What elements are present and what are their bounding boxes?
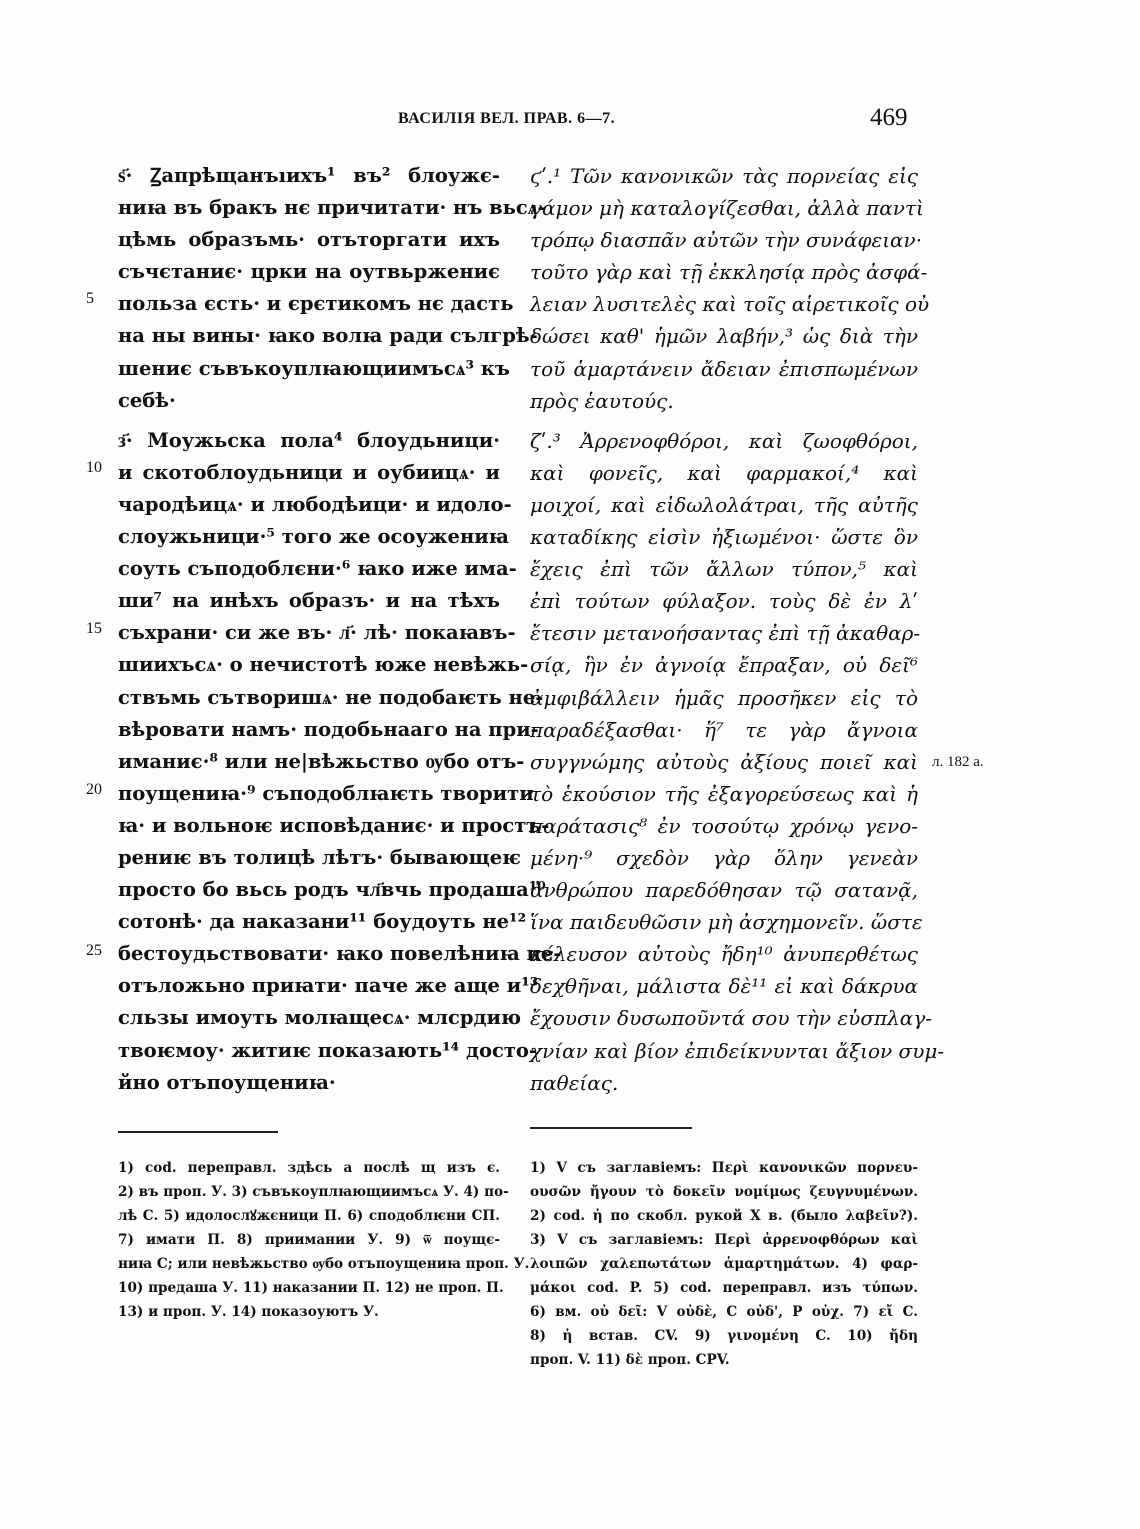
text-line: ἀμφιβάλλειν ἡμᾶς προσῆκεν εἰς τὸ <box>530 685 918 710</box>
text-line: χνίαν καὶ βίον ἐπιδείκνυνται ἄξιον συμ- <box>530 1038 945 1063</box>
line-number: 25 <box>86 942 102 959</box>
text-line: καὶ φονεῖς, καὶ φαρμακοί,⁴ καὶ <box>530 460 918 485</box>
footnote-line: проп. V. 11) δὲ проп. CPV. <box>530 1352 730 1368</box>
text-line: шениє съвъкоуплꙗющиимъсѧ³ къ <box>118 356 510 380</box>
text-line: τοῦτο γὰρ καὶ τῇ ἐκκλησίᾳ πρὸς ἀσφά- <box>530 260 928 285</box>
text-line: καταδίκης εἰσὶν ἠξιωμένοι· ὥστε ὃν <box>530 525 918 550</box>
text-line: τρόπῳ διασπᾶν αὐτῶν τὴν συνάφειαν· <box>530 228 923 253</box>
text-line: на ны вины· ꙗко волꙗ ради сългрѣ- <box>118 324 538 348</box>
text-line: з҃· Моужьска пола⁴ блоудьници· <box>118 428 500 452</box>
text-line: συγγνώμης αὐτοὺς ἀξίους ποιεῖ καὶ <box>530 749 918 774</box>
footnote-line: 1) cod. перепpавл. здѣсь а послѣ щ изъ є. <box>118 1160 500 1176</box>
line-number: 15 <box>86 620 102 637</box>
text-line: ши⁷ на инѣхъ образъ· и на тѣхъ <box>118 589 500 613</box>
page-number: 469 <box>870 104 908 131</box>
footnote-rule <box>118 1131 278 1133</box>
text-line: просто бо вьсь родъ чл҃вчь продаша¹⁰ <box>118 878 546 902</box>
footnote-line: 6) вм. οὐ δεῖ: V οὐδὲ, C οὐδ', P οὐχ. 7) εἴ C. <box>530 1304 918 1320</box>
footnote-line: 8) ἡ встав. CV. 9) γινομένη C. 10) ἤδη <box>530 1328 918 1344</box>
footnote-line: лѣ С. 5) идолослꙋжєници П. 6) сподоблѥни СП. <box>118 1208 500 1224</box>
footnote-line: 10) предаша У. 11) наказании П. 12) не проп. П. <box>118 1280 504 1296</box>
text-line: слоужьници·⁵ того же осоужениꙗ <box>118 525 509 549</box>
text-line: ἵνα παιδευθῶσιν μὴ ἀσχημονεῖν. ὥστε <box>530 910 923 935</box>
text-line: παράτασις⁸ ἐν τοσούτῳ χρόνῳ γενο- <box>530 813 918 838</box>
footnotes-left <box>118 1156 530 1324</box>
text-line: съхрани· си же въ· л҃· лѣ· покаꙗвъ- <box>118 621 516 645</box>
text-line: παθείας. <box>530 1070 619 1095</box>
text-line: чародѣицѧ· и любодѣици· и идоло- <box>118 492 512 516</box>
footnote-line: 2) cod. ἡ по скобл. рукой X в. (было λαβεῖν?). <box>530 1208 918 1224</box>
footnote-line: ниꙗ С; или невѣжьство ѹбо отъпоущениꙗ проп. У. <box>118 1256 530 1272</box>
footnote-line: μάκοι cod. P. 5) cod. перепpавл. изъ τύπων. <box>530 1280 918 1296</box>
text-line: сотонѣ· да наказани¹¹ боудоуть не¹² <box>118 910 527 934</box>
footnote-line: 2) въ проп. У. 3) съвъкоуплꙗющиимъсѧ У. 4) по- <box>118 1184 509 1200</box>
footnotes-right <box>530 1156 918 1372</box>
text-line: цѣмь образъмь· отъторгати ихъ <box>118 228 500 252</box>
text-line: йно отъпоущениꙗ· <box>118 1070 336 1094</box>
text-line: παραδέξασθαι· ἥ⁷ τε γὰρ ἄγνοια <box>530 717 918 742</box>
text-line: σίᾳ, ἣν ἐν ἀγνοίᾳ ἔπραξαν, οὐ δεῖ⁶ <box>530 653 918 678</box>
footnote-line: 1) V съ заглавіемъ: Περὶ κανονικῶν πορνευ- <box>530 1160 918 1176</box>
text-line: иманиє·⁸ или не|вѣжьство ѹбо отъ- <box>118 749 525 773</box>
text-line: μοιχοί, καὶ εἰδωλολάτραι, τῆς αὐτῆς <box>530 492 918 517</box>
text-line: вѣровати намъ· подобьнааго на при- <box>118 717 539 741</box>
greek-column <box>530 160 945 1099</box>
text-line: рениѥ въ толицѣ лѣтъ· бывающеѥ <box>118 845 521 869</box>
text-line: ἔτεσιν μετανοήσαντας ἐπὶ τῇ ἀκαθαρ- <box>530 621 921 646</box>
footnote-line: ουσῶν ἤγουν τὸ δοκεῖν νομίμως ζευγνυμένων. <box>530 1184 918 1200</box>
slavonic-column <box>118 160 562 1099</box>
footnote-line: 3) V съ заглавіемъ: Περὶ ἀρρενοφθόρων καὶ <box>530 1232 918 1248</box>
text-line: κέλευσον αὐτοὺς ἤδη¹⁰ ἀνυπερθέτως <box>530 942 918 967</box>
text-line: δώσει καθ' ἡμῶν λαβήν,³ ὡς διὰ τὴν <box>530 324 918 349</box>
text-line: съчєтаниє· црки на оутвьржениє <box>118 260 500 284</box>
text-line: шиихъсѧ· о нечистотѣ юже невѣжь- <box>118 653 529 677</box>
text-line: μένη·⁹ σχεδὸν γὰρ ὅλην γενεὰν <box>530 845 918 870</box>
text-line: отъложьно приꙗти· паче же аще и¹³ <box>118 974 539 998</box>
line-number: 10 <box>86 459 102 476</box>
text-line: ꙗ· и вольноѥ исповѣданиє· и простъ- <box>118 813 550 837</box>
footnote-line: 7) имати П. 8) приимании У. 9) ѿ поущє- <box>118 1232 500 1248</box>
text-line: бестоудьствовати· ꙗко повелѣниꙗ не- <box>118 942 562 966</box>
text-line: польза єсть· и єрєтикомъ нє дасть <box>118 292 514 316</box>
running-title: ВАСИЛІЯ ВЕЛ. ПРАВ. 6—7. <box>398 110 616 127</box>
line-number: 5 <box>86 290 94 307</box>
margin-note: л. 182 а. <box>932 754 984 770</box>
text-line: γάμον μὴ καταλογίζεσθαι, ἀλλὰ παντὶ <box>530 196 924 221</box>
text-line: себѣ· <box>118 388 176 412</box>
text-line: ниꙗ въ бракъ нє причитати· нъ вьсѧ- <box>118 196 546 220</box>
text-line: τοῦ ἁμαρτάνειν ἄδειαν ἐπισπωμένων <box>530 356 918 381</box>
footnote-line: 13) и проп. У. 14) показоуютъ У. <box>118 1304 379 1320</box>
text-line: τὸ ἑκούσιον τῆς ἐξαγορεύσεως καὶ ἡ <box>530 781 918 806</box>
footnote-line: λοιπῶν χαλεπωτάτων ἁμαρτημάτων. 4) φαρ- <box>530 1256 918 1272</box>
line-number: 20 <box>86 781 102 798</box>
text-line: ѕ҃· Ꙁапрѣщанъıихъ¹ въ² блоужє- <box>118 164 500 187</box>
text-line: ἔχουσιν δυσωποῦντά σου τὴν εὐσπλαγ- <box>530 1006 933 1031</box>
text-line: ϛʹ.¹ Τῶν κανονικῶν τὰς πορνείας εἰς <box>530 164 918 188</box>
text-line: поущениꙗ·⁹ съподоблꙗѥть творити <box>118 781 534 805</box>
text-line: ζʹ.³ Ἀρρενοφθόροι, καὶ ζωοφθόροι, <box>530 428 918 453</box>
text-line: сльзы имоуть молꙗщесѧ· млсрдию <box>118 1006 521 1030</box>
text-line: ἐπὶ τούτων φύλαξον. τοὺς δὲ ἐν λʹ <box>530 589 918 614</box>
text-line: ἀνθρώπου παρεδόθησαν τῷ σατανᾷ, <box>530 878 918 903</box>
text-line: твоѥмоу· житиѥ показають¹⁴ досто- <box>118 1038 538 1062</box>
text-line: λειαν λυσιτελὲς καὶ τοῖς αἱρετικοῖς οὐ <box>530 292 930 317</box>
text-line: и скотоблоудьници и оубиицѧ· и <box>118 460 500 484</box>
text-line: соуть съподоблєни·⁶ ꙗко иже има- <box>118 557 517 581</box>
text-line: πρὸς ἑαυτούς. <box>530 388 674 413</box>
text-line: ствъмь сътворишѧ· не подобаѥть не- <box>118 685 544 709</box>
text-line: ἔχεις ἐπὶ τῶν ἄλλων τύπον,⁵ καὶ <box>530 557 918 582</box>
text-line: δεχθῆναι, μάλιστα δὲ¹¹ εἰ καὶ δάκρυα <box>530 974 918 999</box>
footnote-rule <box>530 1127 692 1129</box>
